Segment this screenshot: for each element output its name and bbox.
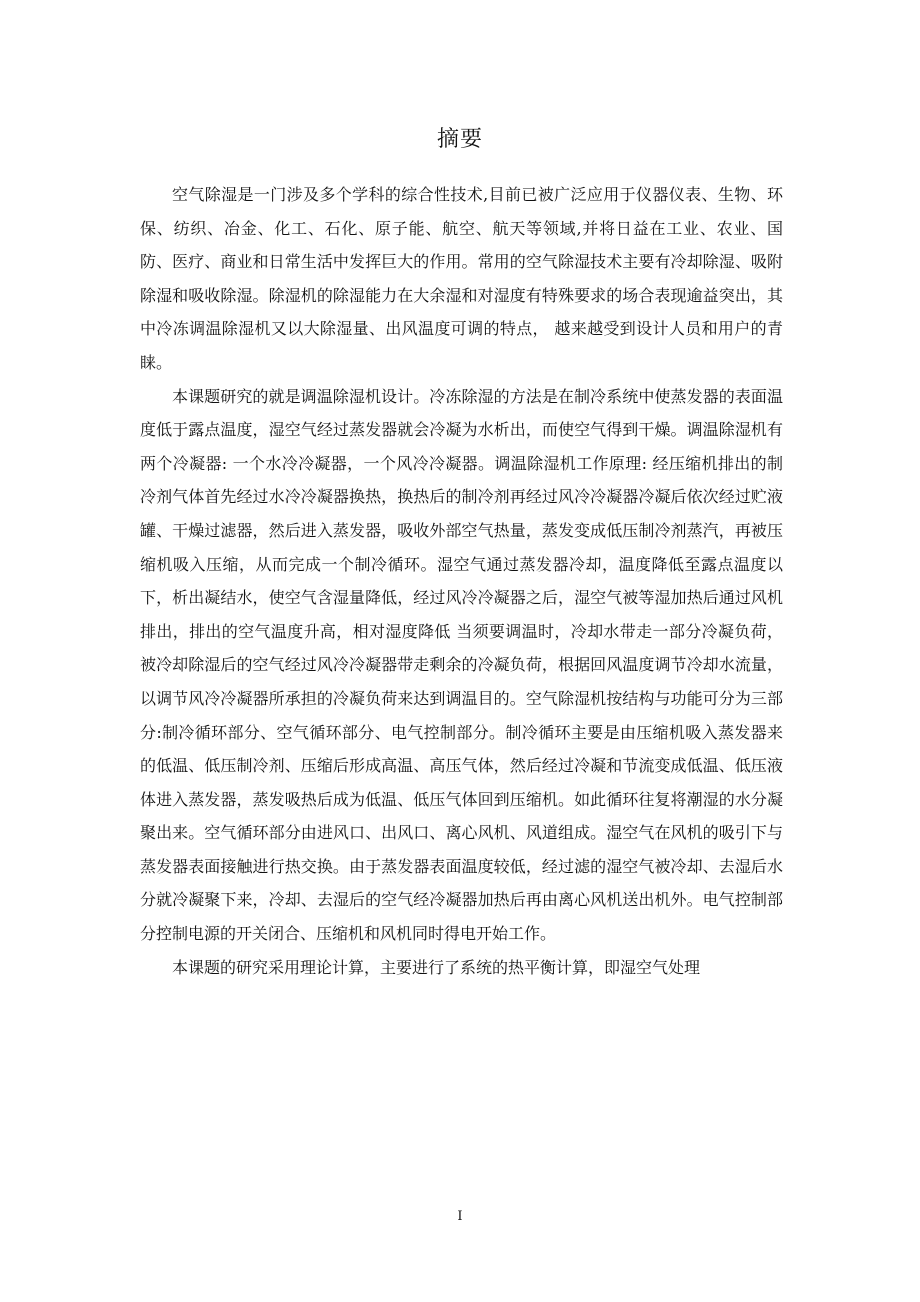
paragraph-2: 本课题研究的就是调温除湿机设计。冷冻除湿的方法是在制冷系统中使蒸发器的表面温度低于露点温度，湿空气经过蒸发器就会冷凝为水析出，而使空气得到干燥。调温除湿机有两个冷凝器: 一个水冷冷凝器，一个风冷冷凝器。调温除湿机工作原理: 经压缩机排出的制冷剂气体首先经过水冷冷凝器换热，换热后的制冷剂再经过风冷冷凝器冷凝后依次经过贮液罐、干燥过滤器，然后进入蒸发器，吸收外部空气热量，蒸发变成低压制冷剂蒸汽，再被压缩机吸入压缩，从而完成一个制冷循环。湿空气通过蒸发器冷却，温度降低至露点温度以下，析出凝结水，使空气含湿量降低，经过风冷冷凝器之后，湿空气被等湿加热后通过风机排出，排出的空气温度升高，相对湿度降低 当须要调温时，冷却水带走一部分冷凝负荷，被冷却除湿后的空气经过风冷冷凝器带走剩余的冷凝负荷，根据回风温度调节冷却水流量，以调节风冷冷凝器所承担的冷凝负荷来达到调温目的。空气除湿机按结构与功能可分为三部分:制冷循环部分、空气循环部分、电气控制部分。制冷循环主要是由压缩机吸入蒸发器来的低温、低压制冷剂、压缩后形成高温、高压气体，然后经过冷凝和节流变成低温、低压液体进入蒸发器，蒸发吸热后成为低温、低压气体回到压缩机。如此循环往复将潮湿的水分凝聚出来。空气循环部分由进风口、出风口、离心风机、风道组成。湿空气在风机的吸引下与蒸发器表面接触进行热交换。由于蒸发器表面温度较低，经过滤的湿空气被冷却、去湿后水分就冷凝聚下来，冷却、去湿后的空气经冷凝器加热后再由离心风机送出机外。电气控制部分控制电源的开关闭合、压缩机和风机同时得电开始工作。 bbox=[140, 386, 783, 944]
paragraph-1: 空气除湿是一门涉及多个学科的综合性技术,目前已被广泛应用于仪器仪表、生物、环保、纺织、冶金、化工、石化、原子能、航空、航天等领域,并将日益在工业、农业、国防、医疗、商业和日常生活中发挥巨大的作用。常用的空气除湿技术主要有冷却除湿、吸附除湿和吸收除湿。除湿机的除湿能力在大余湿和对湿度有特殊要求的场合表现逾益突出，其中冷冻调温除湿机又以大除湿量、出风温度可调的特点， 越来越受到设计人员和用户的青睐。 bbox=[140, 185, 783, 372]
page-number: I bbox=[457, 1209, 463, 1224]
paragraph-3: 本课题的研究采用理论计算，主要进行了系统的热平衡计算，即湿空气处理 bbox=[172, 957, 701, 977]
abstract-body bbox=[140, 178, 783, 984]
page-title: 摘要 bbox=[436, 127, 483, 152]
